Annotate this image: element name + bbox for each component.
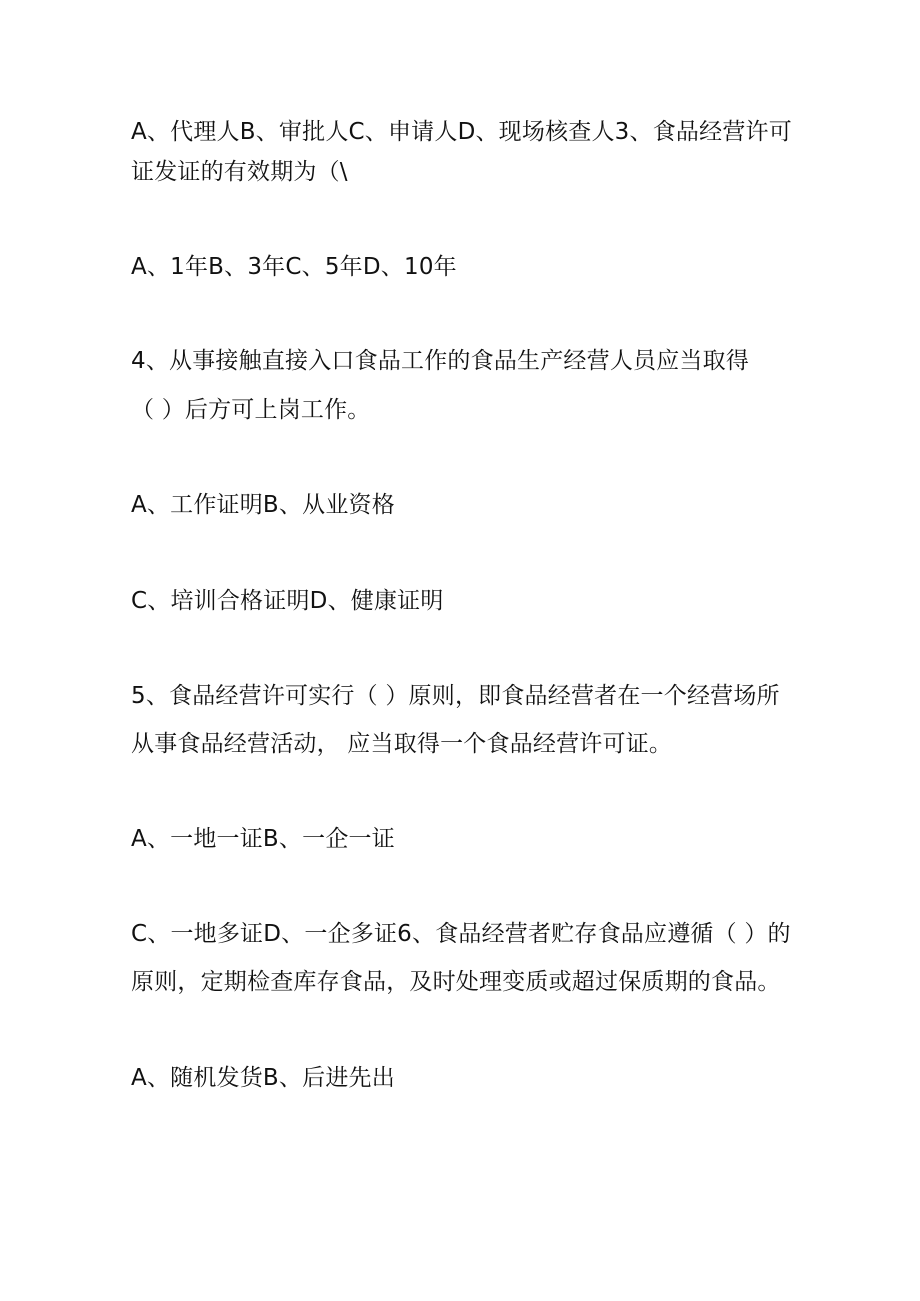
text-line-q4-options-cd: C、培训合格证明D、健康证明 [131,588,444,614]
text-line-q5-options-cd-q6: C、一地多证D、一企多证6、食品经营者贮存食品应遵循（ ）的 [131,921,791,947]
text-line-q5-cont: 从事食品经营活动， 应当取得一个食品经营许可证。 [131,731,673,757]
text-line-q6-options-ab: A、随机发货B、后进先出 [131,1065,395,1091]
text-line-q3-cont: 证发证的有效期为（\ [131,159,348,185]
text-line-q4-cont: （ ）后方可上岗工作。 [131,397,371,423]
text-line-q5-options-ab: A、一地一证B、一企一证 [131,826,395,852]
text-line-q4: 4、从事接触直接入口食品工作的食品生产经营人员应当取得 [131,348,750,374]
text-line-q5: 5、食品经营许可实行（ ）原则，即食品经营者在一个经营场所 [131,683,780,709]
text-line-q3-options: A、1年B、3年C、5年D、10年 [131,254,457,280]
text-line-q4-options-ab: A、工作证明B、从业资格 [131,492,395,518]
text-line-q2-options: A、代理人B、审批人C、申请人D、现场核查人3、食品经营许可 [131,119,792,145]
text-line-q6-cont: 原则，定期检查库存食品，及时处理变质或超过保质期的食品。 [131,969,781,995]
